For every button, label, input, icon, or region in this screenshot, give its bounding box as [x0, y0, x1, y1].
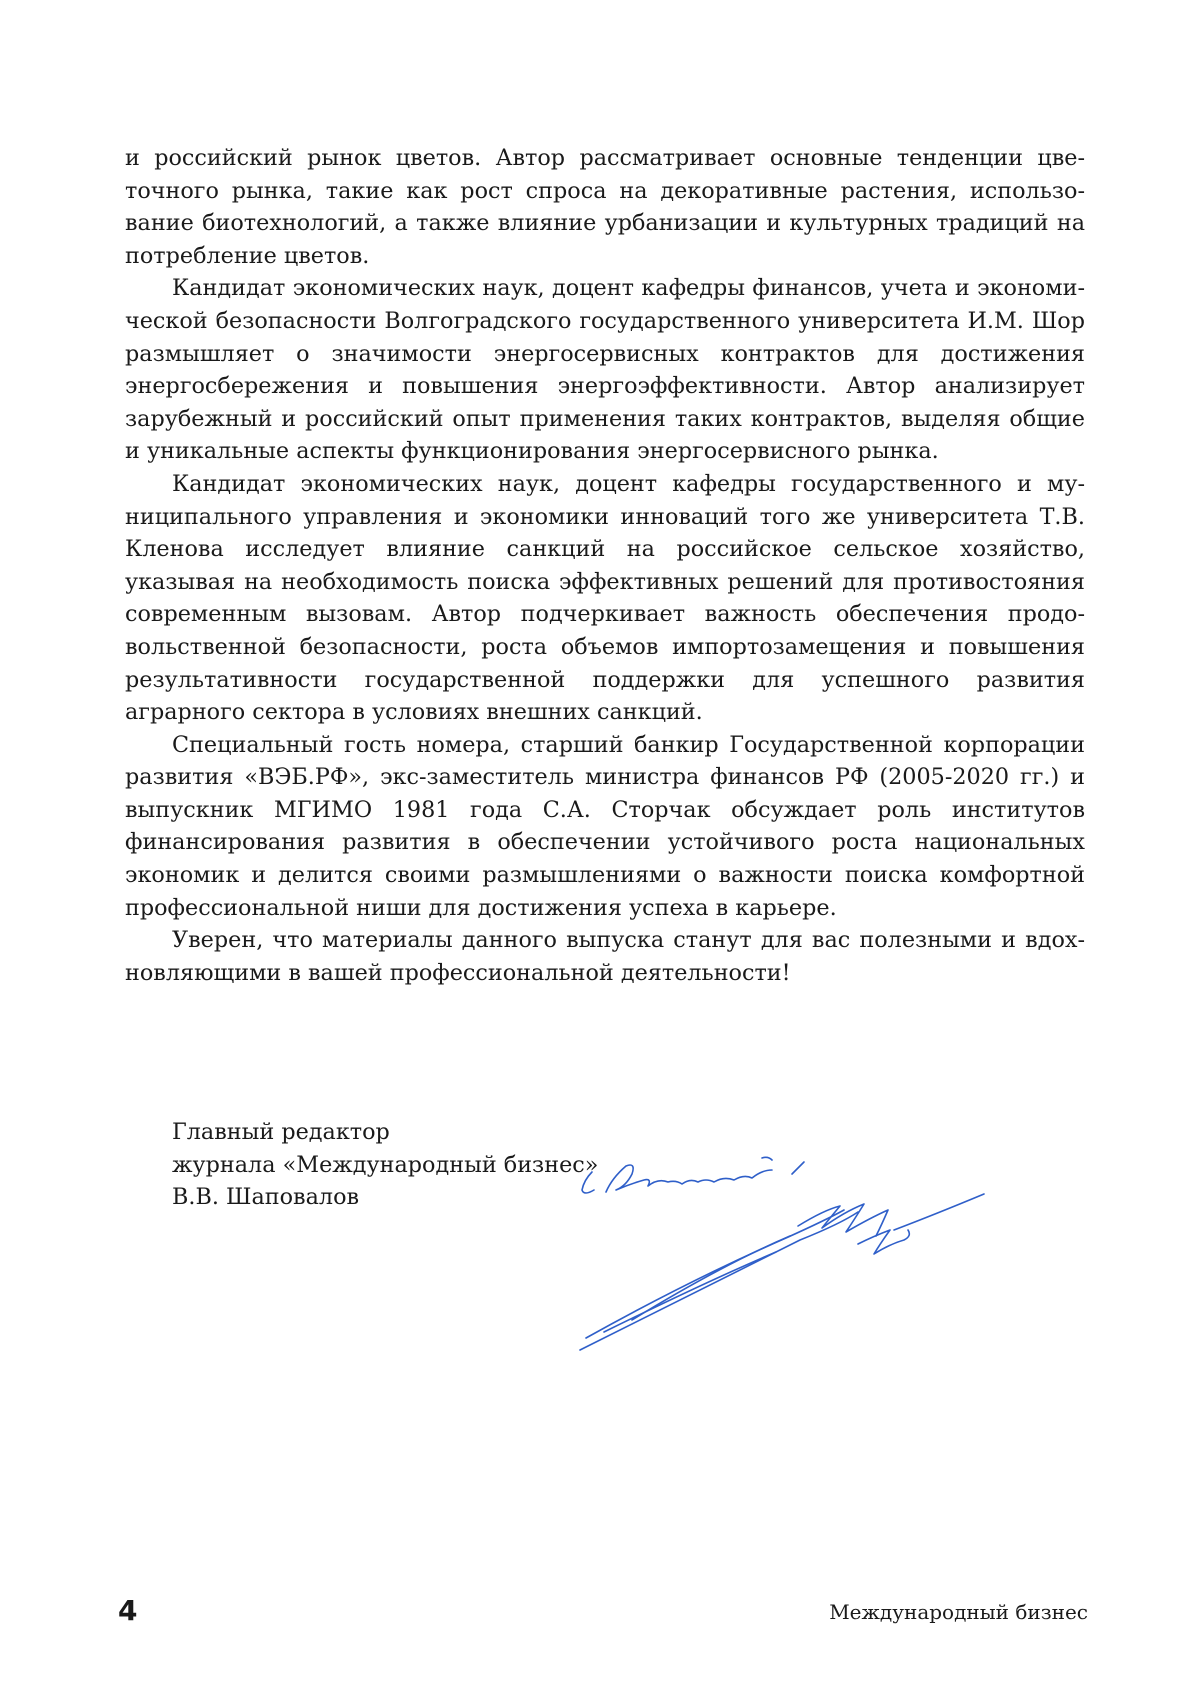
- paragraph-special-guest: Специальный гость номера, старший банкир Государственной корпорации развития «ВЭБ.РФ», экс-заместитель министра финансов РФ (2005-2020 гг.) и выпускник МГИМО 1981 года С.А. Сторчак обсуждает роль институтов финансирования развития в обеспечении устойчивого роста национальных экономик и делится своими размышлениями о важности поиска комфортной профессиональной ниши для достижения успеха в карьере.: [125, 731, 1085, 921]
- journal-name: Международный бизнес: [829, 1600, 1088, 1624]
- paragraph-flower-market: и российский рынок цветов. Автор рассматривает основные тенденции цветочного рынка, такие как рост спроса на декоративные растения, использование биотехнологий, а также влияние урбанизации и культурных традиций на потребление цветов.: [125, 145, 1085, 269]
- page-number: 4: [118, 1594, 138, 1627]
- paragraph-closing: Уверен, что материалы данного выпуска станут для вас полезными и вдохновляющими в вашей профессиональной деятельности!: [125, 927, 1085, 986]
- editor-journal: журнала «Международный бизнес»: [172, 1151, 599, 1178]
- paragraph-energy-contracts: Кандидат экономических наук, доцент кафедры финансов, учета и экономической безопасности Волгоградского государственного университета И.М. Шор размышляет о значимости энергосервисных контрактов для достижения энергосбережения и повышения энергоэффективности. Автор анализирует зарубежный и российский опыт применения таких контрактов, выделяя общие и уникальные аспекты функционирования энергосервисного рынка.: [125, 275, 1085, 465]
- handwritten-signature: [540, 1140, 1040, 1370]
- paragraph-sanctions-agriculture: Кандидат экономических наук, доцент кафедры государственного и муниципального управления и экономики инноваций того же университета Т.В. Кленова исследует влияние санкций на российское сельское хозяйство, указывая на необходимость поиска эффективных решений для противостояния современным вызовам. Автор подчеркивает важность обеспечения продовольственной безопасности, роста объемов импортозамещения и повышения результативности государственной поддержки для успешного развития аграрного сектора в условиях внешних санкций.: [125, 470, 1085, 726]
- signature-block: [172, 1116, 598, 1214]
- body-text: [125, 142, 1085, 989]
- editor-name: В.В. Шаповалов: [172, 1184, 360, 1211]
- editor-title: Главный редактор: [172, 1119, 390, 1145]
